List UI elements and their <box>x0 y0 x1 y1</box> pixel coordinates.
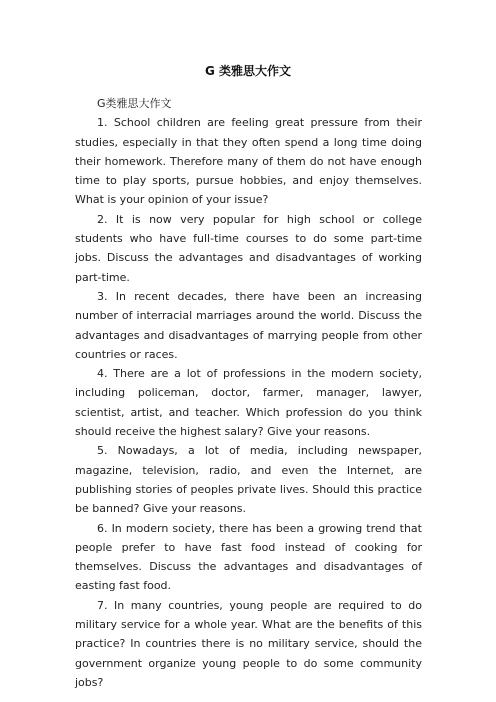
essay-question-6: 6. In modern society, there has been a growing trend that people prefer to have fast food instead of cooking for themselves. Discuss the advantages and disadvantages of easting fast food. <box>75 521 422 593</box>
essay-question-1: 1. School children are feeling great pressure from their studies, especially in that they often spend a long time doing their homework. Therefore many of them do not have enough time to play sports, pursue hobbies, and enjoy themselves. What is your opinion of your issue? <box>75 116 422 207</box>
document-body <box>75 94 422 692</box>
essay-question-7: 7. In many countries, young people are required to do military service for a whole year. What are the benefits of this practice? In countries there is no military service, should the government organize young people to do some community jobs? <box>75 598 422 689</box>
essay-question-2: 2. It is now very popular for high school or college students who have full-time courses to do some part-time jobs. Discuss the advantages and disadvantages of working part-time. <box>75 212 422 284</box>
document-title: G 类雅思大作文 <box>204 64 292 78</box>
essay-question-5: 5. Nowadays, a lot of media, including newspaper, magazine, television, radio, and even the Internet, are publishing stories of peoples private lives. Should this practice be banned? Give your reasons. <box>75 444 422 516</box>
essay-question-3: 3. In recent decades, there have been an increasing number of interracial marriages around the world. Discuss the advantages and disadvantages of marrying people from other countries or races. <box>75 289 422 361</box>
essay-question-4: 4. There are a lot of professions in the modern society, including policeman, doctor, farmer, manager, lawyer, scientist, artist, and teacher. Which profession do you think should receive the highest salary? Give your reasons. <box>75 367 422 439</box>
document-subtitle: G类雅思大作文 <box>97 97 172 110</box>
